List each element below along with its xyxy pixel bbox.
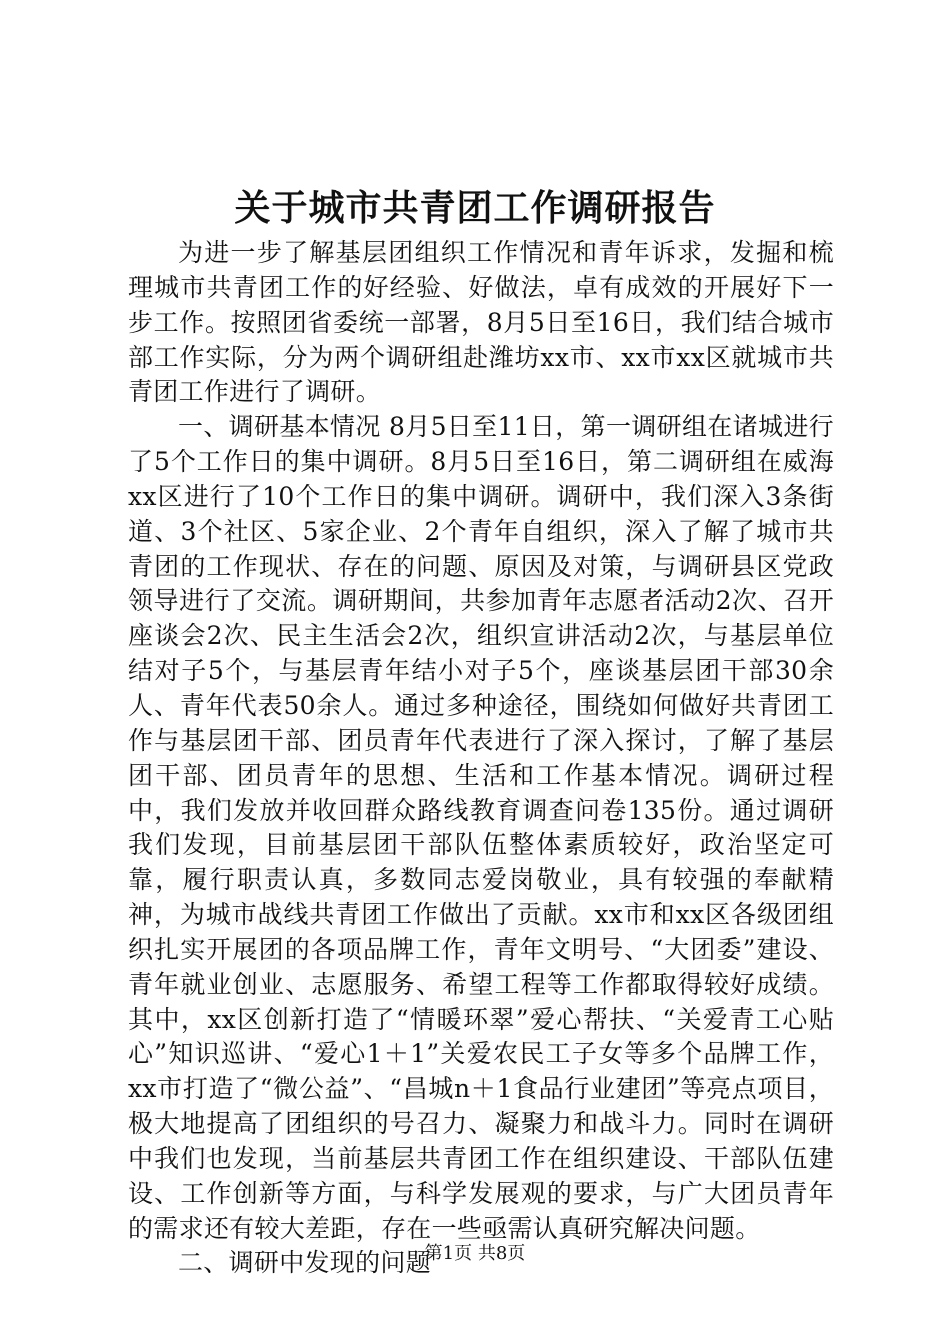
intro-paragraph: 为进一步了解基层团组织工作情况和青年诉求，发掘和梳理城市共青团工作的好经验、好做法，卓有成效的开展好下一步工作。按照团省委统一部署，8月5日至16日，我们结合城市部工作实际，分为两个调研组赴潍坊xx市、xx市xx区就城市共青团工作进行了调研。 bbox=[128, 238, 834, 407]
page-footer: 第1页 共8页 bbox=[424, 1243, 526, 1264]
survey-overview-paragraph: 一、调研基本情况 8月5日至11日，第一调研组在诸城进行了5个工作日的集中调研。8月5日至16日，第二调研组在威海xx区进行了10个工作日的集中调研。调研中，我们深入3条街道、3个社区、5家企业、2个青年自组织，深入了解了城市共青团的工作现状、存在的问题、原因及对策，与调研县区党政领导进行了交流。调研期间，共参加青年志愿者活动2次、召开座谈会2次、民主生活会2次，组织宣讲活动2次，与基层单位结对子5个，与基层青年结小对子5个，座谈基层团干部30余人、青年代表50余人。通过多种途径，围绕如何做好共青团工作与基层团干部、团员青年代表进行了深入探讨，了解了基层团干部、团员青年的思想、生活和工作基本情况。调研过程中，我们发放并收回群众路线教育调查问卷135份。通过调研我们发现，目前基层团干部队伍整体素质较好，政治坚定可靠，履行职责认真，多数同志爱岗敬业，具有较强的奉献精神，为城市战线共青团工作做出了贡献。xx市和xx区各级团组织扎实开展团的各项品牌工作，青年文明号、“大团委”建设、青年就业创业、志愿服务、希望工程等工作都取得较好成绩。其中，xx区创新打造了“情暖环翠”爱心帮扶、“关爱青工心贴心”知识巡讲、“爱心1＋1”关爱农民工子女等多个品牌工作，xx市打造了“微公益”、“昌城n＋1食品行业建团”等亮点项目，极大地提高了团组织的号召力、凝聚力和战斗力。同时在调研中我们也发现，当前基层共青团工作在组织建设、干部队伍建设、工作创新等方面，与科学发展观的要求，与广大团员青年的需求还有较大差距，存在一些亟需认真研究解决问题。 bbox=[128, 412, 834, 1243]
document-title: 关于城市共青团工作调研报告 bbox=[234, 187, 716, 229]
section-heading: 二、调研中发现的问题 bbox=[178, 1248, 432, 1278]
document-body bbox=[128, 236, 834, 1281]
